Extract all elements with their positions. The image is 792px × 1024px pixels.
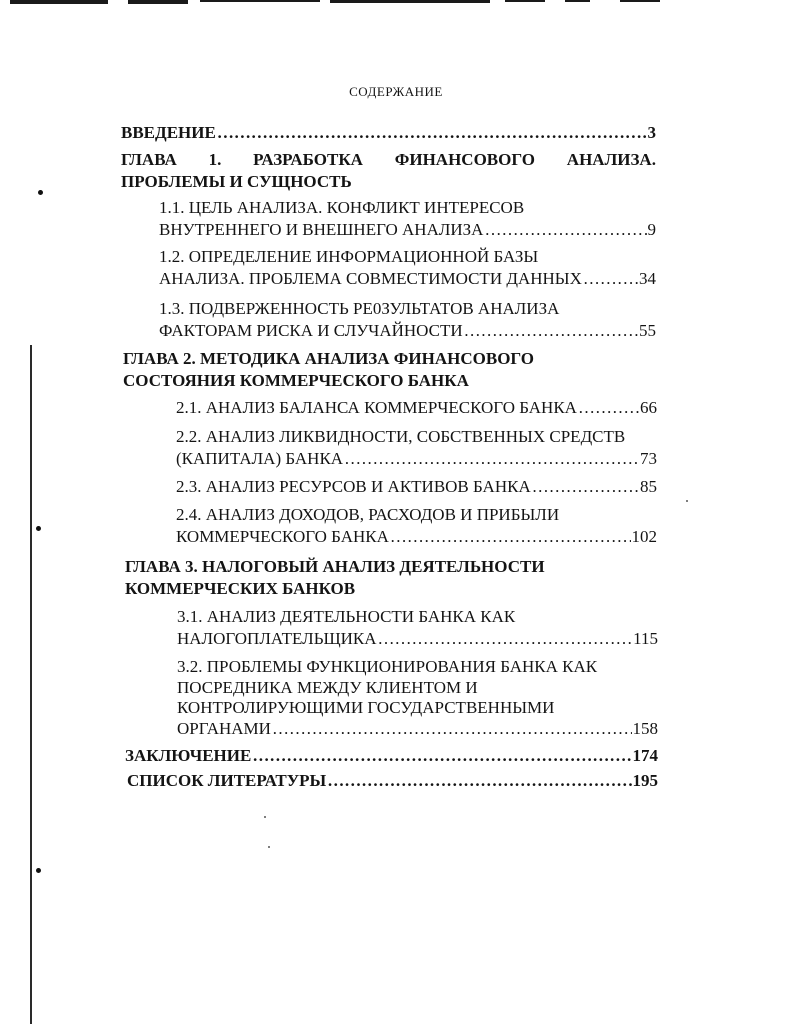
toc-section-3-2-cont[interactable] [177,718,658,740]
toc-chapter-1-heading[interactable] [121,149,656,171]
toc-page-number: 55 [639,321,656,340]
leader-dots [327,770,631,792]
page-title: СОДЕРЖАНИЕ [349,84,443,99]
scan-edge-mark [10,0,108,4]
scan-speck [268,846,270,848]
toc-entry-label: КОНТРОЛИРУЮЩИМИ ГОСУДАРСТВЕННЫМИ [177,698,555,717]
toc-entry-label: 1.3. ПОДВЕРЖЕННОСТЬ РЕ0ЗУЛЬТАТОВ АНАЛИЗА [159,299,560,318]
toc-section-2-1[interactable] [176,397,657,419]
toc-conclusion[interactable] [125,745,658,767]
leader-dots [378,628,633,650]
leader-dots [532,476,639,498]
scan-edge-mark [505,0,545,2]
toc-page-number: 102 [631,527,657,546]
heading-text: ГЛАВА 3. НАЛОГОВЫЙ АНАЛИЗ ДЕЯТЕЛЬНОСТИ [125,557,545,576]
heading-text: ГЛАВА 2. МЕТОДИКА АНАЛИЗА ФИНАНСОВОГО [123,349,535,368]
toc-entry-label: КОММЕРЧЕСКОГО БАНКА [176,527,389,546]
toc-section-2-2-cont[interactable] [176,448,657,470]
toc-entry-label: ЗАКЛЮЧЕНИЕ [125,746,252,765]
toc-page-number: 158 [632,719,658,738]
toc-page-number: 195 [632,771,658,790]
punch-hole-dot [36,526,41,531]
toc-chapter-3-heading-cont [125,578,660,600]
toc-section-2-3[interactable] [176,476,657,498]
toc-entry-label: (КАПИТАЛА) БАНКА [176,449,344,468]
toc-section-1-3[interactable] [159,298,656,320]
toc-page-number: 73 [640,449,657,468]
toc-page-number: 34 [639,269,656,288]
punch-hole-dot [36,868,41,873]
binding-edge-line [30,345,32,1024]
toc-section-2-2[interactable] [176,426,657,448]
scan-edge-mark [128,0,188,4]
scan-edge-mark [200,0,320,2]
toc-section-2-4[interactable] [176,504,657,526]
leader-dots [583,268,638,290]
toc-section-2-4-cont[interactable] [176,526,657,548]
toc-entry-label: ФАКТОРАМ РИСКА И СЛУЧАЙНОСТИ [159,321,463,340]
toc-page-number: 3 [647,123,656,142]
toc-page-number: 85 [640,477,657,496]
toc-section-3-2-cont[interactable] [177,677,658,699]
heading-word: 1. [208,150,222,169]
toc-entry-label: 2.2. АНАЛИЗ ЛИКВИДНОСТИ, СОБСТВЕННЫХ СРЕДСТВ [176,427,626,446]
toc-entry-label: ПОСРЕДНИКА МЕЖДУ КЛИЕНТОМ И [177,678,478,697]
leader-dots [344,448,639,470]
toc-entry-label: 1.1. ЦЕЛЬ АНАЛИЗА. КОНФЛИКТ ИНТЕРЕСОВ [159,198,525,217]
toc-entry-label: 2.1. АНАЛИЗ БАЛАНСА КОММЕРЧЕСКОГО БАНКА [176,398,577,417]
toc-entry-label: ВНУТРЕННЕГО И ВНЕШНЕГО АНАЛИЗА [159,220,484,239]
heading-text: ПРОБЛЕМЫ И СУЩНОСТЬ [121,172,352,191]
leader-dots [484,219,646,241]
heading-word: РАЗРАБОТКА [253,150,363,169]
leader-dots [272,718,632,740]
heading-word: АНАЛИЗА. [566,150,656,169]
toc-chapter-2-heading[interactable] [123,348,658,370]
toc-section-1-1-cont[interactable] [159,219,656,241]
scan-edge-mark [620,0,660,2]
leader-dots [217,122,647,144]
scan-speck [264,816,266,818]
toc-page-number: 9 [647,220,656,239]
toc-page-number: 174 [632,746,658,765]
leader-dots [464,320,638,342]
leader-dots [252,745,631,767]
toc-entry-label: НАЛОГОПЛАТЕЛЬЩИКА [177,629,377,648]
toc-page-number: 115 [633,629,658,648]
toc-entry-label: 2.3. АНАЛИЗ РЕСУРСОВ И АКТИВОВ БАНКА [176,477,531,496]
scan-edge-mark [330,0,490,3]
toc-section-3-2-cont[interactable] [177,697,658,719]
scan-edge-mark [565,0,590,2]
toc-section-1-2-cont[interactable] [159,268,656,290]
leader-dots [578,397,639,419]
heading-text: СОСТОЯНИЯ КОММЕРЧЕСКОГО БАНКА [123,371,469,390]
heading-word: ГЛАВА [121,150,177,169]
toc-section-3-2[interactable] [177,656,658,678]
toc-chapter-1-heading-cont [121,171,656,193]
toc-introduction[interactable] [121,122,656,144]
heading-word: ФИНАНСОВОГО [394,150,535,169]
toc-entry-label: ВВЕДЕНИЕ [121,123,216,142]
scan-speck [686,500,688,502]
toc-section-1-3-cont[interactable] [159,320,656,342]
toc-entry-label: 1.2. ОПРЕДЕЛЕНИЕ ИНФОРМАЦИОННОЙ БАЗЫ [159,247,539,266]
toc-entry-label: АНАЛИЗА. ПРОБЛЕМА СОВМЕСТИМОСТИ ДАННЫХ [159,269,582,288]
leader-dots [390,526,631,548]
punch-hole-dot [38,190,43,195]
toc-entry-label: 3.2. ПРОБЛЕМЫ ФУНКЦИОНИРОВАНИЯ БАНКА КАК [177,657,598,676]
heading-text: КОММЕРЧЕСКИХ БАНКОВ [125,579,356,598]
toc-entry-label: 2.4. АНАЛИЗ ДОХОДОВ, РАСХОДОВ И ПРИБЫЛИ [176,505,560,524]
toc-section-1-1[interactable] [159,197,656,219]
toc-section-1-2[interactable] [159,246,656,268]
toc-entry-label: ОРГАНАМИ [177,719,271,738]
toc-page-number: 66 [640,398,657,417]
toc-chapter-3-heading[interactable] [125,556,660,578]
toc-section-3-1-cont[interactable] [177,628,658,650]
toc-entry-label: СПИСОК ЛИТЕРАТУРЫ [127,771,327,790]
toc-bibliography[interactable] [127,770,658,792]
toc-section-3-1[interactable] [177,606,658,628]
toc-entry-label: 3.1. АНАЛИЗ ДЕЯТЕЛЬНОСТИ БАНКА КАК [177,607,516,626]
toc-chapter-2-heading-cont [123,370,658,392]
